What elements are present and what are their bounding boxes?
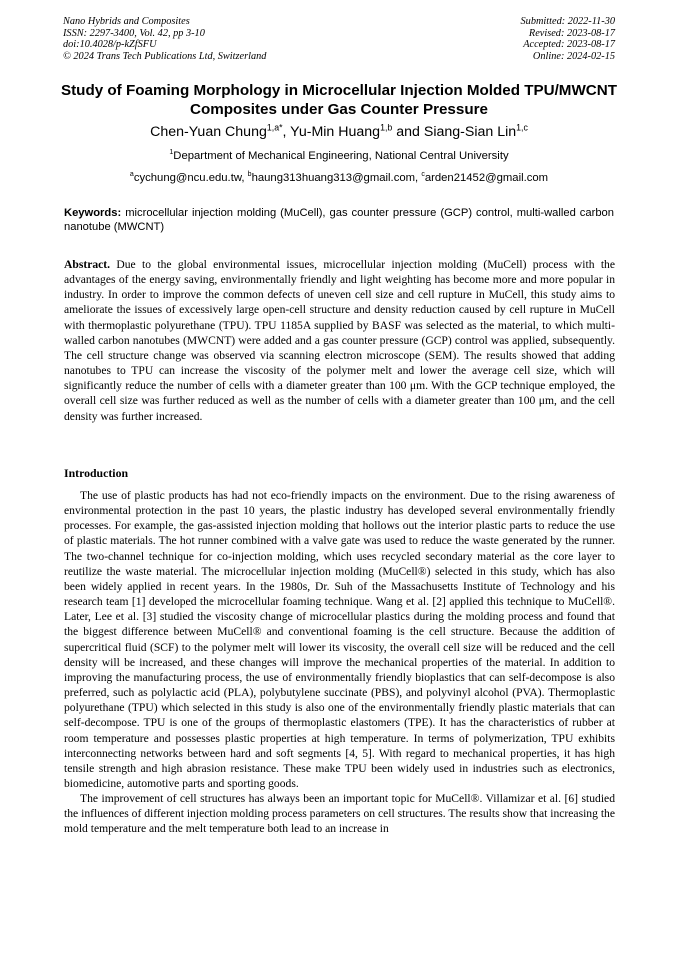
submitted-date: Submitted: 2022-11-30 [520,16,615,27]
author-separator: , [282,124,291,140]
introduction-body [64,488,615,837]
accepted-date: Accepted: 2023-08-17 [523,39,615,51]
author-2-affil: 1,b [380,122,393,133]
intro-paragraph-1: The use of plastic products has had not eco-friendly impacts on the environment. Due to the rising awareness of environmental protection in the past 10 years, the plastic industry has developed several environmentally friendly processes. For example, the gas-assisted injection molding that hollows out the interior plastic parts to reduce the use of plastic materials. The hot runner combined with a valve gate was used to reduce the waste generated by the runner. The two-channel technique for co-injection molding, which uses recycled secondary material as the core layer to reutilize the waste material. The microcellular injection molding (MuCell®) selected in this study, which has also been widely applied in recent years. In the 1980s, Dr. Suh of the Massachusetts Institute of Technology and his research team [1] developed the microcellular foaming technique. Wang et al. [2] applied this technique to MuCell®. Later, Lee et al. [3] studied the viscosity change of microcellular plastics during the molding process and found that the biggest difference between MuCell® and conventional foaming is the cell structure. Because the addition of supercritical fluid (SCF) to the polymer melt will lower its viscosity, the overall cell size will be reduced and the cell density will be increased, and these changes will improve the mechanical properties of the material. In addition to improving the manufacturing process, the use of environmentally friendly bioplastics that can self-decompose is also preferred, such as polylactic acid (PLA), polybutylene succinate (PBS), and polyvinyl alcohol (PVA). Thermoplastic polyurethane (TPU) which selected in this study is also one of the environmentally friendly plastic materials that can self-decompose. TPU is one of the groups of thermoplastic elastomers (TPE). It has the characteristics of rubber at room temperature and possesses plastic properties at high temperature. In terms of polymerization, TPU exhibits interconnecting networks between hard and soft segments [4, 5]. With regard to mechanical properties, it has high tensile strength and high abrasion resistance. These make TPU been widely used in industries such as electronics, biomedicine, automotive parts and sporting goods. [64,489,615,790]
author-1-affil: 1,a* [266,122,283,133]
email-b: haung313huang313@gmail.com, [251,172,422,184]
affiliation-number: 1 [169,149,174,157]
author-1: Chen-Yuan Chung [150,124,267,140]
email-a-marker: a [129,171,134,179]
doi-line: doi:10.4028/p-kZfSFU [63,39,157,51]
journal-name: Nano Hybrids and Composites [63,16,190,27]
abstract [64,257,615,424]
paper-title: Study of Foaming Morphology in Microcellular Injection Molded TPU/MWCNT Composites under Gas Counter Pressure [60,82,618,118]
abstract-label: Abstract. [64,258,111,271]
keywords-text: microcellular injection molding (MuCell), gas counter pressure (GCP) control, multi-walled carbon nanotube (MWCNT) [64,207,614,233]
issn-line: ISSN: 2297-3400, Vol. 42, pp 3-10 [63,27,205,39]
affiliation [60,149,618,163]
revised-date: Revised: 2023-08-17 [528,27,615,39]
keywords-label: Keywords: [64,207,122,219]
author-3-affil: 1,c [516,122,528,133]
author-separator: and [392,124,424,140]
dates-info [521,16,615,62]
section-heading-introduction: Introduction [64,466,129,480]
online-date: Online: 2024-02-15 [532,50,615,62]
author-3: Siang-Sian Lin [423,124,517,140]
author-list [60,123,618,141]
copyright-line: © 2024 Trans Tech Publications Ltd, Switzerland [63,50,267,62]
email-c-marker: c [421,171,425,179]
author-2: Yu-Min Huang [290,124,381,140]
email-a: cychung@ncu.edu.tw, [133,172,248,184]
email-b-marker: b [247,171,252,179]
journal-info [63,16,266,62]
abstract-text: Due to the global environmental issues, microcellular injection molding (MuCell) process with the advantages of the energy saving, environmentally friendly and light weighting has become more and more popular in industry. In order to improve the common defects of uneven cell size and cell rupture in MuCell, this study aims to ameliorate the issues of excessively large open-cell structure and density reduction caused by cell rupture in MuCell with thermoplastic polyurethane (TPU). TPU 1185A supplied by BASF was selected as the material, to which multi-walled carbon nanotubes (MWCNT) were added and a gas counter pressure (GCP) control was applied, subsequently. The cell structure change was observed via scanning electron microscope (SEM). The results showed that adding nanotubes to TPU can increase the viscosity of the polymer melt and lower the average cell size, which will significantly reduce the number of cells with a diameter greater than 100 μm. With the GCP technique employed, the overall cell size was further reduced as well as the number of cells with a diameter greater than 100 μm, and the cell density was further increased. [64,258,615,423]
email-list [60,171,618,185]
keywords [64,206,614,234]
affiliation-text: Department of Mechanical Engineering, National Central University [173,150,509,162]
intro-paragraph-2: The improvement of cell structures has always been an important topic for MuCell®. Villamizar et al. [6] studied the influences of different injection molding process parameters on cell structures. The results show that increasing the mold temperature and the melt temperature both lead to an increase in [64,792,615,836]
email-c: arden21452@gmail.com [424,172,549,184]
